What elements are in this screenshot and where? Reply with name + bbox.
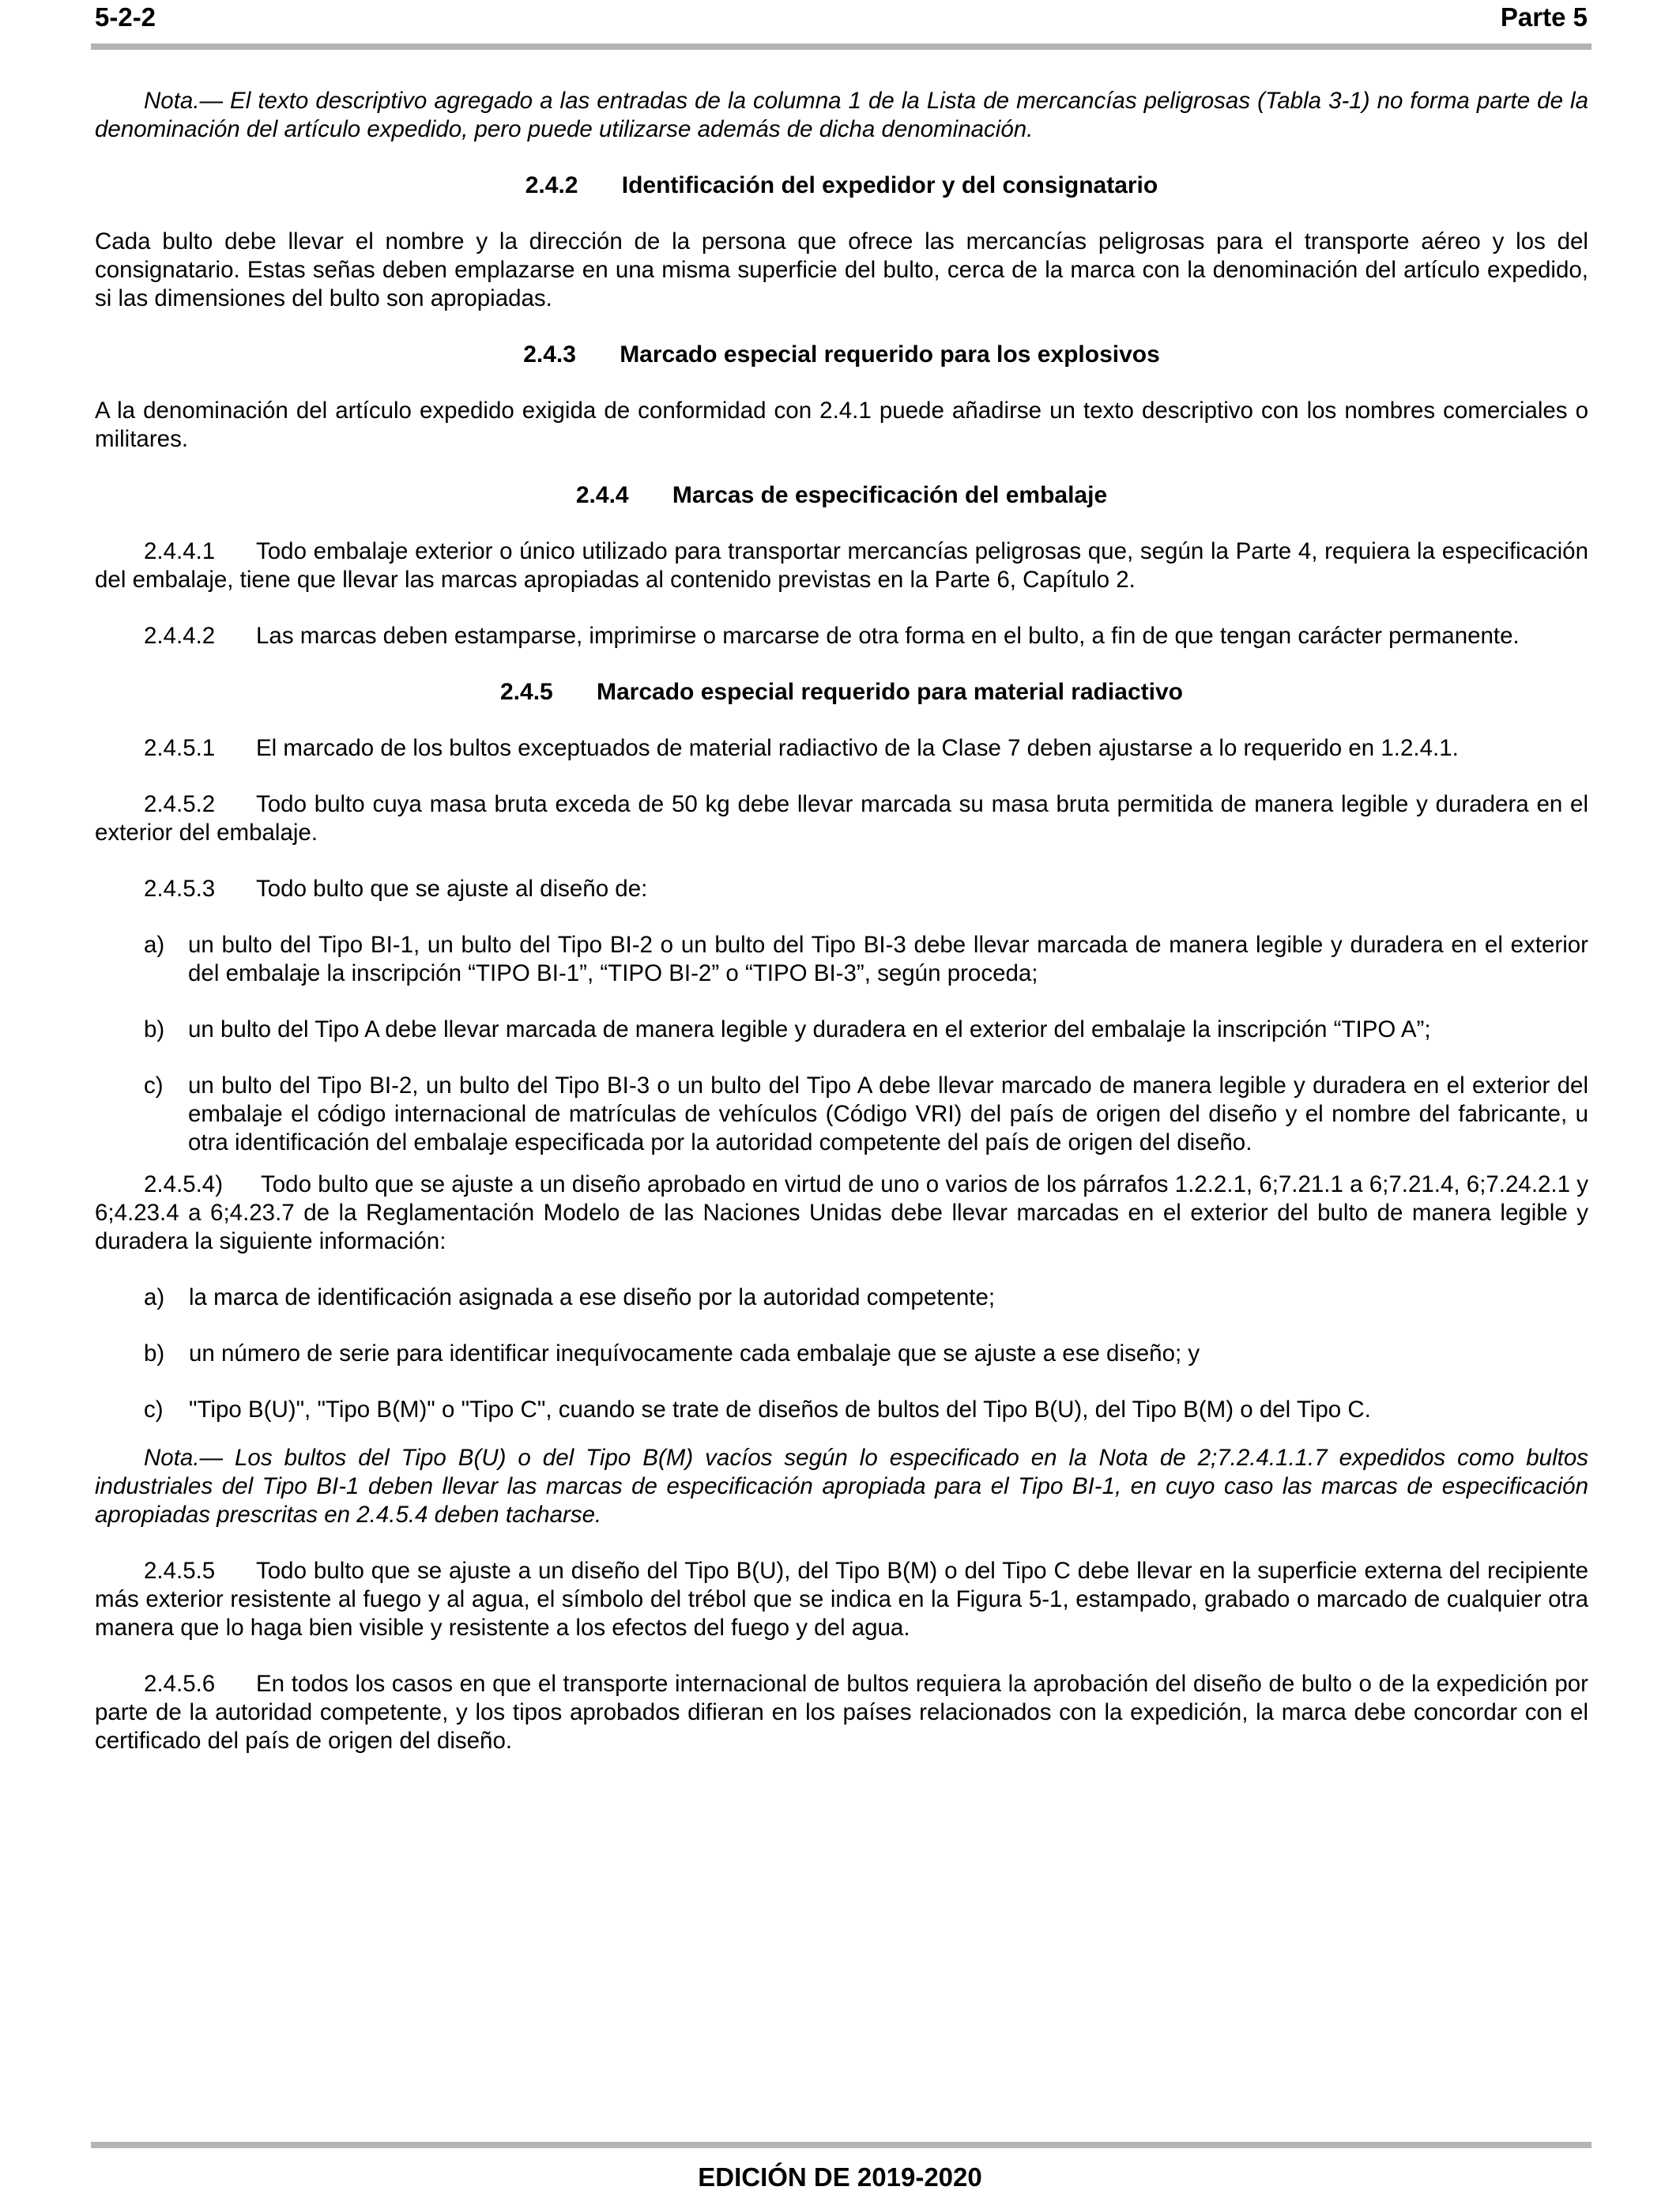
paragraph-2-4-5-2: 2.4.5.2 Todo bulto cuya masa bruta exceda de 50 kg debe llevar marcada su masa bruta permitida de manera legible y duradera en el exterior del embalaje.: [95, 791, 1588, 846]
part-label: Parte 5: [1500, 2, 1588, 32]
paragraph-2-4-4-1: 2.4.4.1 Todo embalaje exterior o único utilizado para transportar mercancías peligrosas que, según la Parte 4, requiera la especificación del embalaje, tiene que llevar las marcas apropiadas al contenido previstas en la Parte 6, Capítulo 2.: [95, 538, 1588, 593]
list-item: c) un bulto del Tipo BI-2, un bulto del Tipo BI-3 o un bulto del Tipo A debe llevar marcado de manera legible y duradera en el exterior del embalaje el código internacional de matrículas de vehículos (Código VRI) del país de origen del diseño y el nombre del fabricante, u otra identificación del embalaje especificada por la autoridad competente del país de origen del diseño.: [144, 1072, 1588, 1155]
note-label: Nota.—: [144, 88, 224, 114]
note-label: Nota.—: [144, 1445, 224, 1471]
section-body-2-4-3: A la denominación del artículo expedido exigida de conformidad con 2.4.1 puede añadirse un texto descriptivo con los nombres comerciales o militares.: [95, 398, 1588, 452]
paragraph-2-4-4-2: 2.4.4.2 Las marcas deben estamparse, imprimirse o marcarse de otra forma en el bulto, a fin de que tengan carácter permanente.: [144, 623, 1520, 649]
paragraph-2-4-5-6: 2.4.5.6 En todos los casos en que el transporte internacional de bultos requiera la aprobación del diseño de bulto o de la expedición por parte de la autoridad competente, y los tipos aprobados difieran en los países relacionados con la expedición, la marca debe concordar con el certificado del país de origen del diseño.: [95, 1671, 1588, 1754]
section-heading-2-4-2: 2.4.2 Identificación del expedidor y del consignatario: [525, 172, 1158, 198]
list-2-4-5-3: [95, 931, 1588, 1157]
page-number: 5-2-2: [95, 2, 156, 32]
section-heading-2-4-4: 2.4.4 Marcas de especificación del embalaje: [575, 482, 1108, 508]
section-heading-2-4-3: 2.4.3 Marcado especial requerido para los explosivos: [523, 341, 1160, 368]
list-2-4-5-4: [95, 1284, 1588, 1424]
note-paragraph: [95, 87, 1588, 144]
list-item: a) un bulto del Tipo BI-1, un bulto del Tipo BI-2 o un bulto del Tipo BI-3 debe llevar marcada de manera legible y duradera en el exterior del embalaje la inscripción “TIPO BI-1”, “TIPO BI-2” o “TIPO BI-3”, según proceda;: [144, 932, 1588, 986]
paragraph-2-4-5-3: 2.4.5.3 Todo bulto que se ajuste al diseño de:: [144, 876, 648, 902]
paragraph-2-4-5-4: 2.4.5.4) Todo bulto que se ajuste a un diseño aprobado en virtud de uno o varios de los párrafos 1.2.2.1, 6;7.21.1 a 6;7.21.4, 6;7.24.2.1 y 6;4.23.4 a 6;4.23.7 de la Reglamentación Modelo de las Naciones Unidas debe llevar marcadas en el exterior del bulto de manera legible y duradera la siguiente información:: [95, 1171, 1588, 1254]
list-item: c) "Tipo B(U)", "Tipo B(M)" o "Tipo C", cuando se trate de diseños de bultos del Tipo B(U), del Tipo B(M) o del Tipo C.: [144, 1397, 1371, 1423]
note-text: Los bultos del Tipo B(U) o del Tipo B(M) vacíos según lo especificado en la Nota de 2;7.2.4.1.1.7 expedidos como bultos industriales del Tipo BI-1 deben llevar las marcas de especificación apropiada para el Tipo BI-1, en cuyo caso las marcas de especificación apropiadas prescritas en 2.4.5.4 deben tacharse.: [95, 1445, 1588, 1528]
header-rule: [91, 43, 1591, 50]
note-text: El texto descriptivo agregado a las entradas de la columna 1 de la Lista de mercancías peligrosas (Tabla 3-1) no forma parte de la denominación del artículo expedido, pero puede utilizarse además de dicha denominación.: [95, 88, 1588, 142]
edition-footer: EDICIÓN DE 2019-2020: [698, 2162, 982, 2192]
section-body-2-4-2: Cada bulto debe llevar el nombre y la dirección de la persona que ofrece las mercancías peligrosas para el transporte aéreo y los del consignatario. Estas señas deben emplazarse en una misma superficie del bulto, cerca de la marca con la denominación del artículo expedido, si las dimensiones del bulto son apropiadas.: [95, 228, 1588, 311]
list-item: b) un número de serie para identificar inequívocamente cada embalaje que se ajuste a ese diseño; y: [144, 1340, 1200, 1367]
list-item: b) un bulto del Tipo A debe llevar marcada de manera legible y duradera en el exterior del embalaje la inscripción “TIPO A”;: [144, 1016, 1431, 1042]
paragraph-2-4-5-5: 2.4.5.5 Todo bulto que se ajuste a un diseño del Tipo B(U), del Tipo B(M) o del Tipo C debe llevar en la superficie externa del recipiente más exterior resistente al fuego y al agua, el símbolo del trébol que se indica en la Figura 5-1, estampado, grabado o marcado de cualquier otra manera que lo haga bien visible y resistente a los efectos del fuego y del agua.: [95, 1558, 1588, 1641]
paragraph-2-4-5-1: 2.4.5.1 El marcado de los bultos exceptuados de material radiactivo de la Clase 7 deben ajustarse a lo requerido en 1.2.4.1.: [144, 735, 1459, 761]
page-content: [95, 87, 1588, 1783]
footer-rule: [91, 2142, 1591, 2148]
list-item: a) la marca de identificación asignada a ese diseño por la autoridad competente;: [144, 1284, 996, 1310]
section-heading-2-4-5: 2.4.5 Marcado especial requerido para material radiactivo: [500, 679, 1183, 705]
note-paragraph: [95, 1444, 1588, 1529]
